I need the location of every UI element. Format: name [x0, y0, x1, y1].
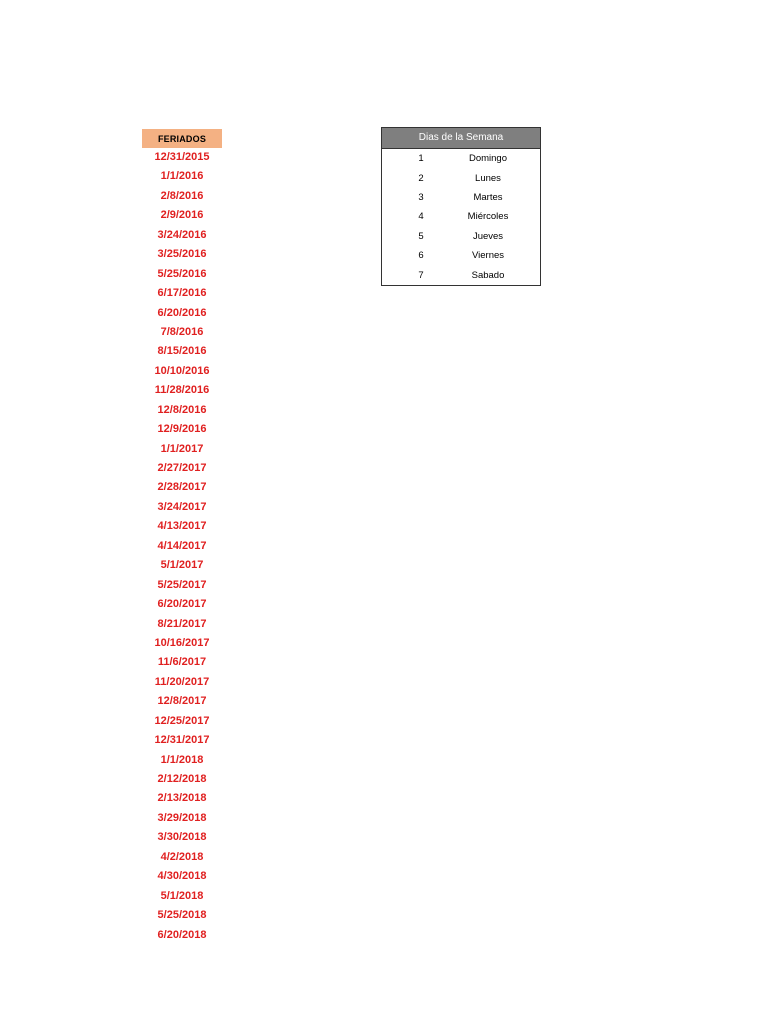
feriado-date-cell[interactable]: 12/8/2017 — [157, 695, 207, 708]
dia-number-cell[interactable]: 5 — [418, 230, 424, 242]
feriado-date-cell[interactable]: 11/20/2017 — [154, 675, 210, 688]
dia-name-cell[interactable]: Viernes — [471, 250, 505, 262]
feriado-date-cell[interactable]: 3/25/2016 — [157, 248, 207, 261]
feriado-date-cell[interactable]: 5/25/2017 — [157, 578, 207, 591]
dia-number-cell[interactable]: 1 — [418, 153, 424, 165]
feriado-date-cell[interactable]: 1/1/2016 — [160, 170, 204, 183]
dia-number-cell[interactable]: 3 — [418, 191, 424, 203]
feriado-date-cell[interactable]: 12/31/2017 — [154, 734, 210, 747]
dia-number-cell[interactable]: 6 — [418, 250, 424, 262]
dia-row — [382, 207, 540, 226]
feriado-date-cell[interactable]: 1/1/2018 — [160, 753, 204, 766]
feriado-date-cell[interactable]: 12/8/2016 — [157, 403, 207, 416]
feriado-date-cell[interactable]: 5/25/2016 — [157, 267, 207, 280]
feriado-date-cell[interactable]: 2/13/2018 — [157, 792, 207, 805]
dia-row — [382, 149, 540, 168]
dia-row — [382, 265, 540, 284]
feriado-date-cell[interactable]: 3/24/2016 — [157, 228, 207, 241]
dia-number-cell[interactable]: 4 — [418, 211, 424, 223]
feriado-date-cell[interactable]: 5/1/2018 — [160, 889, 204, 902]
dia-name-cell[interactable]: Jueves — [472, 230, 504, 242]
feriado-date-cell[interactable]: 11/6/2017 — [157, 656, 207, 669]
dia-row — [382, 168, 540, 187]
feriado-date-cell[interactable]: 12/25/2017 — [154, 714, 210, 727]
feriado-date-cell[interactable]: 8/21/2017 — [157, 617, 207, 630]
feriado-date-cell[interactable]: 5/1/2017 — [160, 559, 204, 572]
dia-number-cell[interactable]: 2 — [418, 172, 424, 184]
feriado-date-cell[interactable]: 6/20/2018 — [157, 928, 207, 941]
feriado-date-cell[interactable]: 4/14/2017 — [157, 539, 207, 552]
feriados-header[interactable]: FERIADOS — [142, 129, 222, 148]
feriado-date-cell[interactable]: 11/28/2016 — [154, 384, 210, 397]
feriado-date-cell[interactable]: 1/1/2017 — [160, 442, 204, 455]
feriado-date-cell[interactable]: 3/30/2018 — [157, 831, 207, 844]
feriado-date-cell[interactable]: 5/25/2018 — [157, 909, 207, 922]
feriado-date-cell[interactable]: 2/28/2017 — [157, 481, 207, 494]
feriado-date-cell[interactable]: 4/13/2017 — [157, 520, 207, 533]
dia-row — [382, 246, 540, 265]
dia-name-cell[interactable]: Sabado — [471, 269, 505, 281]
feriado-date-cell[interactable]: 2/12/2018 — [157, 773, 207, 785]
dia-row — [382, 227, 540, 246]
feriado-date-cell[interactable]: 7/8/2016 — [160, 325, 204, 338]
feriado-date-cell[interactable]: 8/15/2016 — [157, 345, 207, 358]
feriados-table — [142, 129, 222, 945]
feriado-date-cell[interactable]: 10/16/2017 — [154, 636, 210, 649]
feriado-date-cell[interactable]: 4/2/2018 — [160, 850, 204, 863]
feriado-date-cell[interactable]: 2/27/2017 — [157, 462, 207, 474]
feriado-date-cell[interactable]: 4/30/2018 — [157, 870, 207, 883]
dia-name-cell[interactable]: Martes — [473, 191, 503, 203]
dia-name-cell[interactable]: Lunes — [475, 172, 501, 184]
dia-row — [382, 188, 540, 207]
dia-number-cell[interactable]: 7 — [418, 269, 424, 281]
dia-name-cell[interactable]: Miércoles — [467, 211, 509, 223]
feriado-date-cell[interactable]: 12/31/2015 — [154, 151, 210, 163]
feriado-date-cell[interactable]: 3/29/2018 — [157, 811, 207, 824]
dias-semana-header[interactable]: Dias de la Semana — [382, 128, 540, 149]
feriado-date-cell[interactable]: 10/10/2016 — [154, 364, 210, 377]
feriados-list — [142, 148, 222, 945]
feriado-date-cell[interactable]: 6/20/2016 — [157, 306, 207, 319]
dias-semana-table — [381, 127, 541, 286]
dias-semana-grid — [382, 149, 540, 285]
feriado-date-cell[interactable]: 3/24/2017 — [157, 500, 207, 513]
feriado-date-cell[interactable]: 6/20/2017 — [157, 598, 207, 611]
feriado-date-cell[interactable]: 6/17/2016 — [157, 287, 207, 300]
feriado-date-cell[interactable]: 2/8/2016 — [160, 189, 204, 202]
dia-name-cell[interactable]: Domingo — [468, 153, 508, 165]
feriado-date-cell[interactable]: 12/9/2016 — [157, 423, 207, 436]
feriado-date-cell[interactable]: 2/9/2016 — [160, 209, 204, 222]
